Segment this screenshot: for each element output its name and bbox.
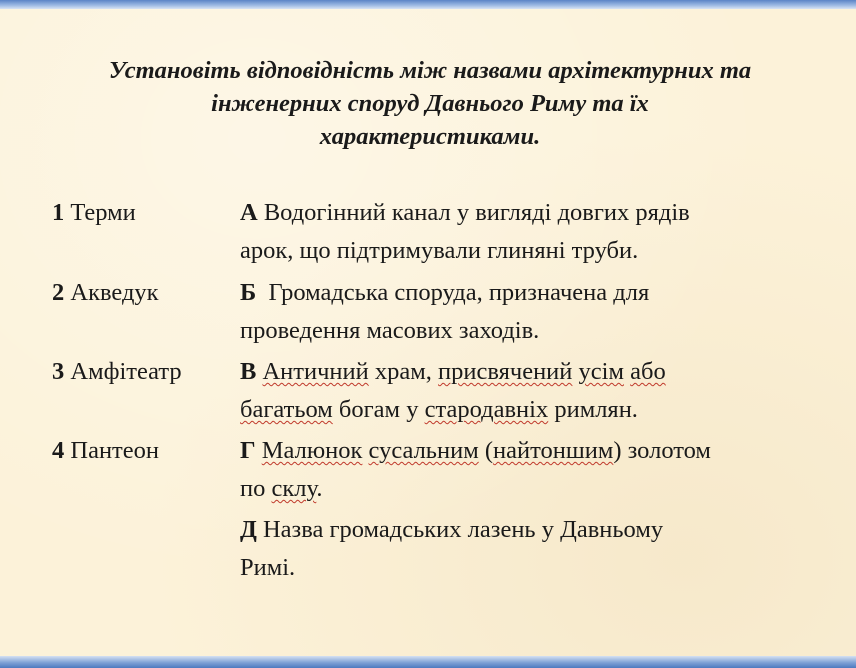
answer-g-line-2 [240,470,830,508]
answer-b-line-1 [240,274,830,312]
item-number: 3 [52,358,65,385]
answer-text: по [240,475,266,502]
spellcheck-word: усім [578,358,624,385]
answer-text: ) золотом [613,437,711,464]
answer-text: Назва громадських лазень у Давньому [262,516,664,543]
spellcheck-word: стародавніх [424,396,549,423]
answer-a-line-1 [240,194,830,232]
item-number: 2 [52,279,65,306]
title-line-3: характеристиками. [319,123,541,150]
spellcheck-word: сусальним [368,437,479,464]
answer-v [240,353,830,429]
answer-d-line-2: Римі. [240,554,296,581]
answer-b [240,274,830,350]
answer-a-line-2: арок, що підтримували глиняні труби. [240,237,639,264]
answer-text: ( [484,437,494,464]
answer-a [240,194,830,270]
spellcheck-word: присвячений [438,358,573,385]
item-name: Акведук [70,279,159,306]
answer-letter: Д [240,516,257,543]
spellcheck-word: або [630,358,666,385]
spellcheck-word: найтоншим [493,437,614,464]
item-name: Пантеон [70,437,159,464]
answer-text: . [316,475,323,502]
item-number: 4 [52,437,65,464]
spellcheck-word: Античний [262,358,369,385]
item-number: 1 [52,199,65,226]
answer-d [240,511,830,587]
top-border [0,0,856,9]
answer-letter: Б [240,279,257,306]
answer-g-line-1 [240,432,830,470]
answer-letter: В [240,358,257,385]
item-2 [52,274,159,312]
title-line-2: інженерних споруд Давнього Риму та їх [211,90,649,117]
answer-text: Водогінний канал у вигляді довгих рядів [263,199,690,226]
answer-text: храм, [374,358,432,385]
slide-title [30,54,830,153]
item-1 [52,194,136,232]
answer-v-line-1 [240,353,830,391]
item-name: Терми [70,199,136,226]
spellcheck-word: багатьом [240,396,333,423]
answer-letter: А [240,199,258,226]
item-name: Амфітеатр [70,358,182,385]
answer-text: римлян. [554,396,638,423]
title-line-1: Установіть відповідність між назвами архітектурних та [108,57,752,84]
answer-letter: Г [240,437,256,464]
answer-b-line-2: проведення масових заходів. [240,317,540,344]
item-3 [52,353,182,391]
answer-text: Громадська споруда, призначена для [268,279,650,306]
answer-v-line-2 [240,391,830,429]
spellcheck-word: склу [271,475,317,502]
item-4 [52,432,159,470]
answer-d-line-1 [240,511,830,549]
answer-text: богам у [338,396,419,423]
answer-g [240,432,830,508]
bottom-border [0,656,856,668]
spellcheck-word: Малюнок [261,437,363,464]
